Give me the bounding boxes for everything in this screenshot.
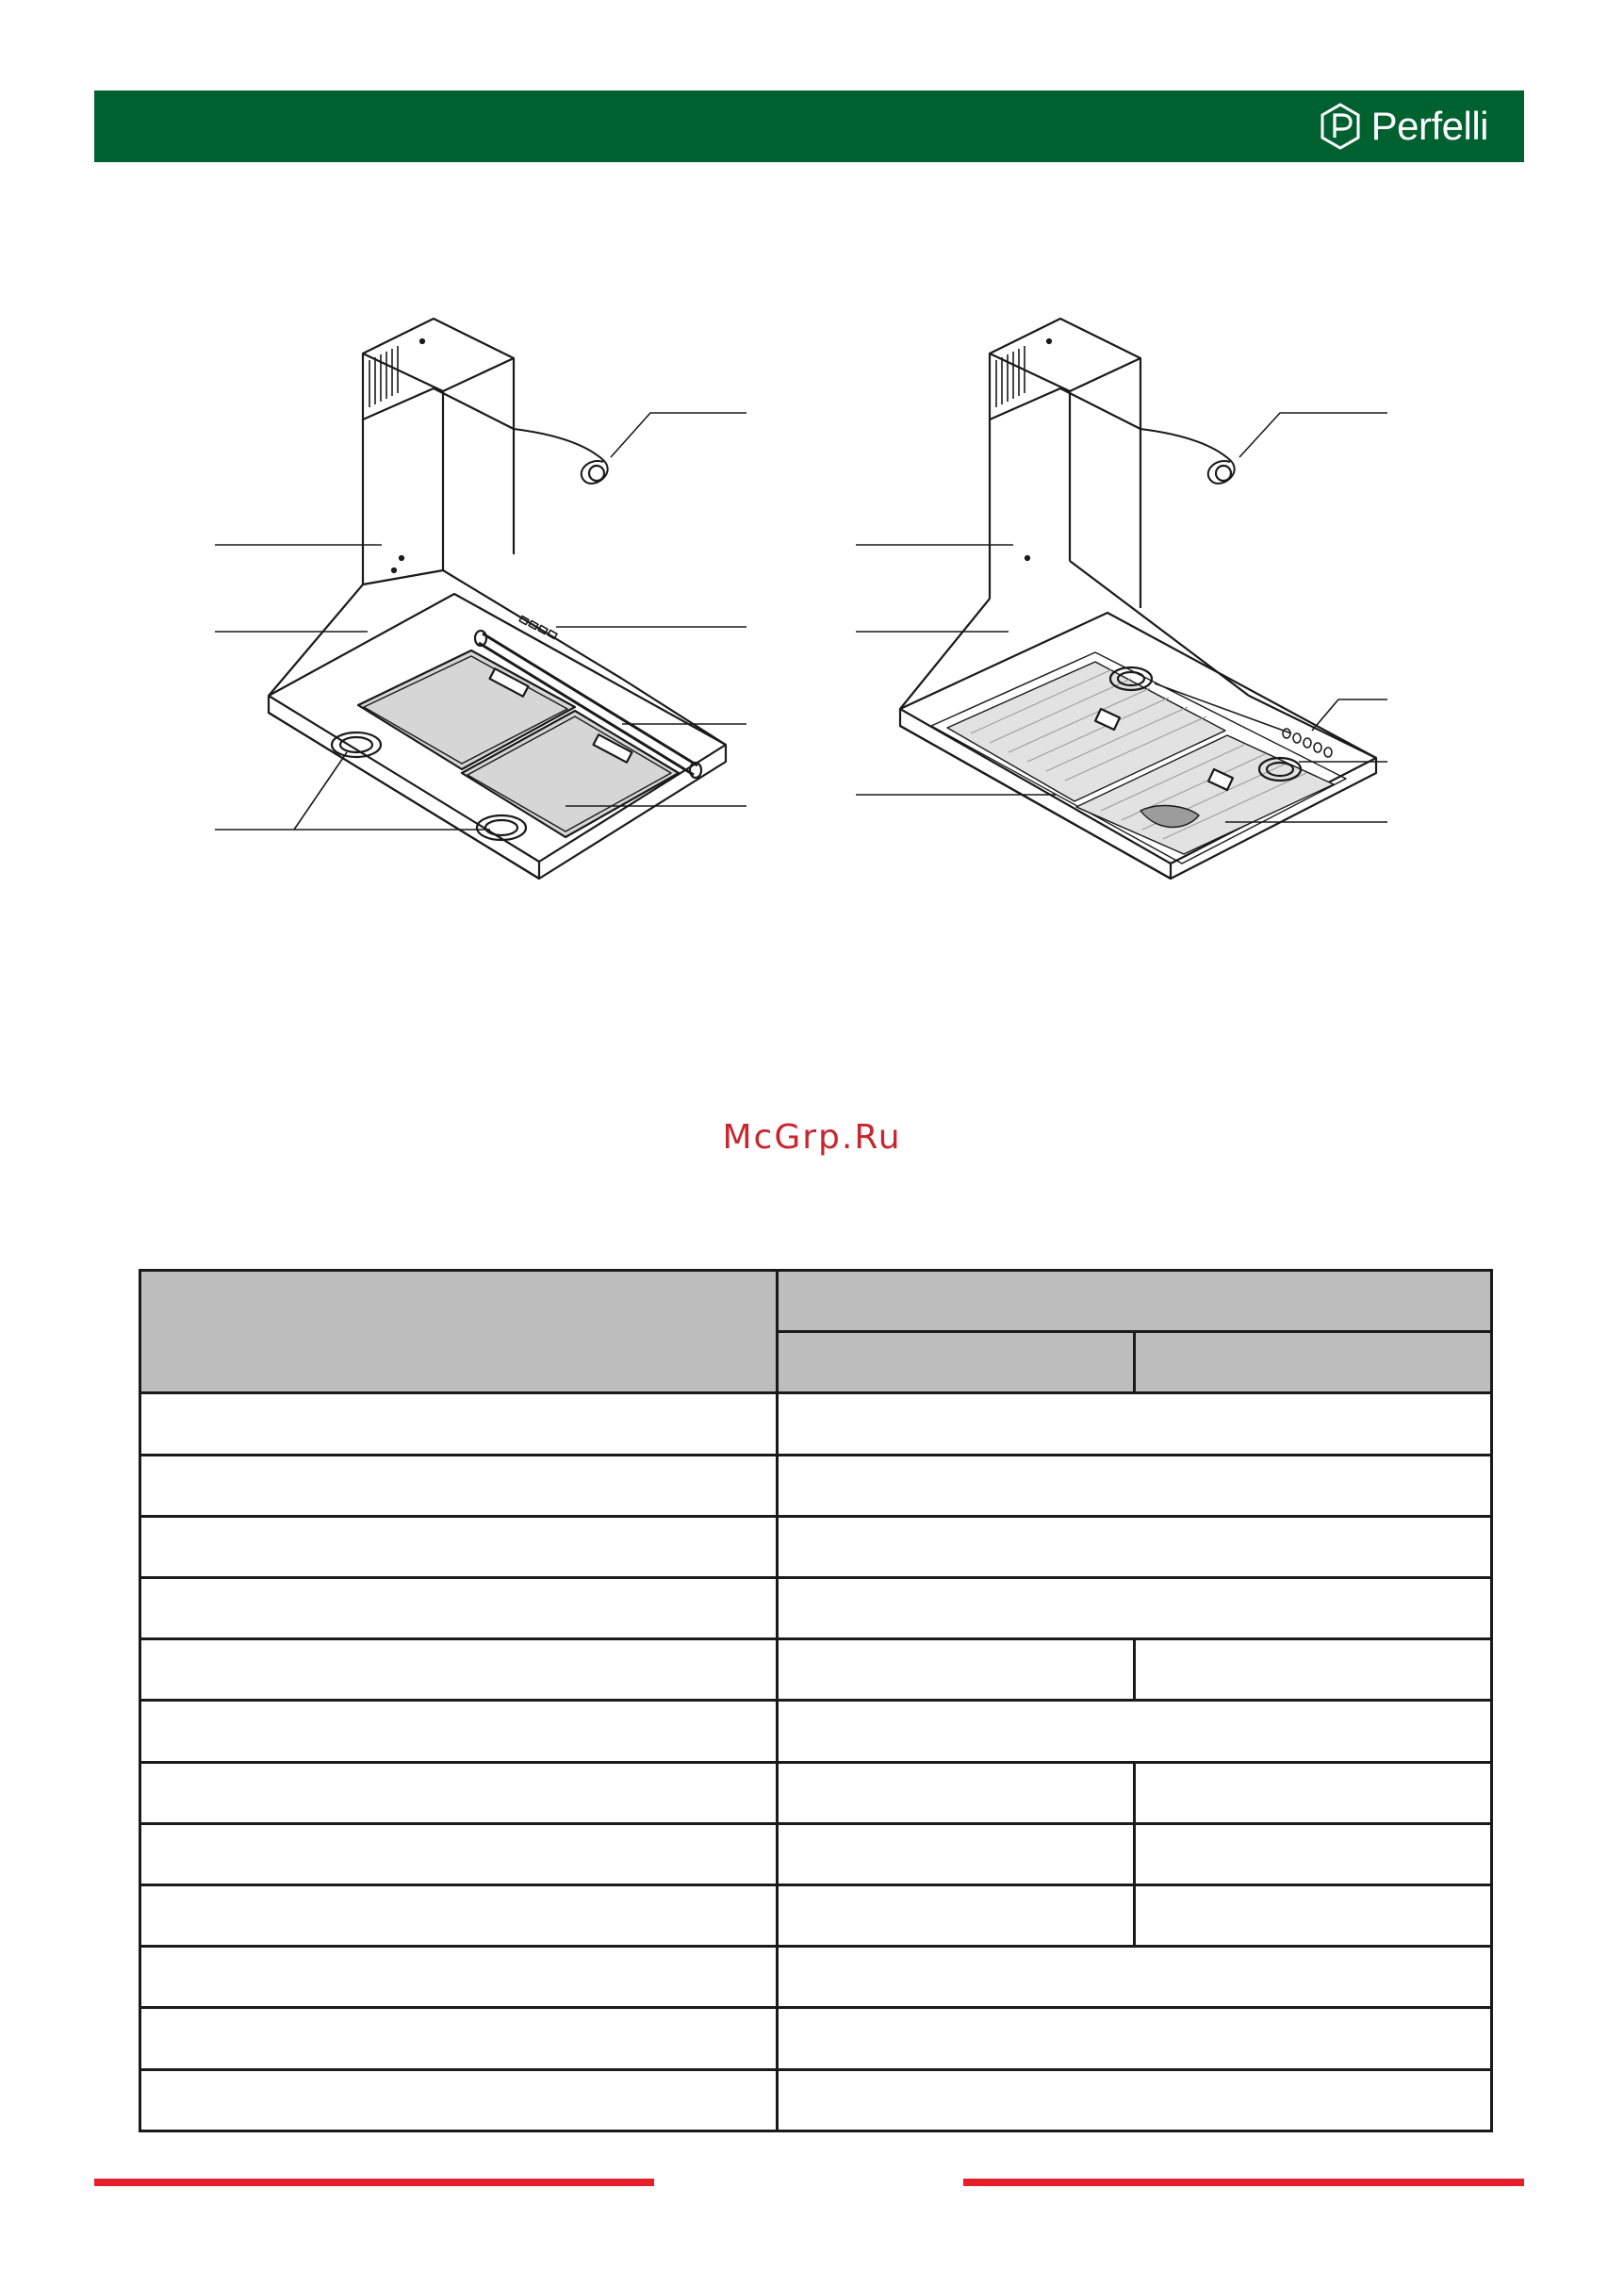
row-value-b	[1135, 1885, 1492, 1947]
row-label	[140, 1762, 778, 1823]
row-value-a	[778, 1885, 1135, 1947]
table-row	[140, 1947, 1492, 2008]
table-header-model-b	[1135, 1332, 1492, 1393]
brand-name: Perfelli	[1370, 104, 1488, 148]
table-row	[140, 1516, 1492, 1577]
table-row	[140, 1885, 1492, 1947]
table-row	[140, 1639, 1492, 1701]
footer-accent-line-right	[963, 2179, 1524, 2186]
table-header-model-a	[778, 1332, 1135, 1393]
table-header-parameter	[140, 1271, 778, 1393]
row-value	[778, 1393, 1492, 1455]
row-label	[140, 2069, 778, 2131]
row-label	[140, 2008, 778, 2069]
table-row	[140, 1701, 1492, 1762]
table-header-row	[140, 1271, 1492, 1332]
row-label	[140, 1947, 778, 2008]
row-value-a	[778, 1823, 1135, 1884]
chimney-hood-mesh-filter-diagram	[207, 302, 773, 905]
row-value	[778, 1701, 1492, 1762]
row-label	[140, 1455, 778, 1516]
table-row	[140, 1578, 1492, 1639]
row-label	[140, 1639, 778, 1701]
row-label	[140, 1701, 778, 1762]
row-value	[778, 1947, 1492, 2008]
row-value	[778, 2008, 1492, 2069]
row-label	[140, 1578, 778, 1639]
chimney-hood-baffle-filter-diagram	[848, 302, 1414, 905]
row-value-b	[1135, 1762, 1492, 1823]
table-row	[140, 1393, 1492, 1455]
table-row	[140, 1823, 1492, 1884]
footer-accent-line-left	[94, 2179, 654, 2186]
brand-logo	[1319, 102, 1488, 151]
row-label	[140, 1823, 778, 1884]
spec-table	[139, 1269, 1493, 2132]
row-value-a	[778, 1639, 1135, 1701]
table-row	[140, 1762, 1492, 1823]
row-value	[778, 1516, 1492, 1577]
row-value	[778, 1578, 1492, 1639]
table-row	[140, 2069, 1492, 2131]
row-label	[140, 1516, 778, 1577]
watermark: McGrp.Ru	[722, 1118, 902, 1157]
row-value-a	[778, 1762, 1135, 1823]
table-row	[140, 1455, 1492, 1516]
row-value-b	[1135, 1639, 1492, 1701]
table-header-models	[778, 1271, 1492, 1332]
perfelli-p-monogram-icon	[1319, 102, 1362, 151]
row-label	[140, 1885, 778, 1947]
header-bar	[94, 90, 1524, 162]
row-label	[140, 1393, 778, 1455]
row-value-b	[1135, 1823, 1492, 1884]
row-value	[778, 1455, 1492, 1516]
row-value	[778, 2069, 1492, 2131]
table-row	[140, 2008, 1492, 2069]
